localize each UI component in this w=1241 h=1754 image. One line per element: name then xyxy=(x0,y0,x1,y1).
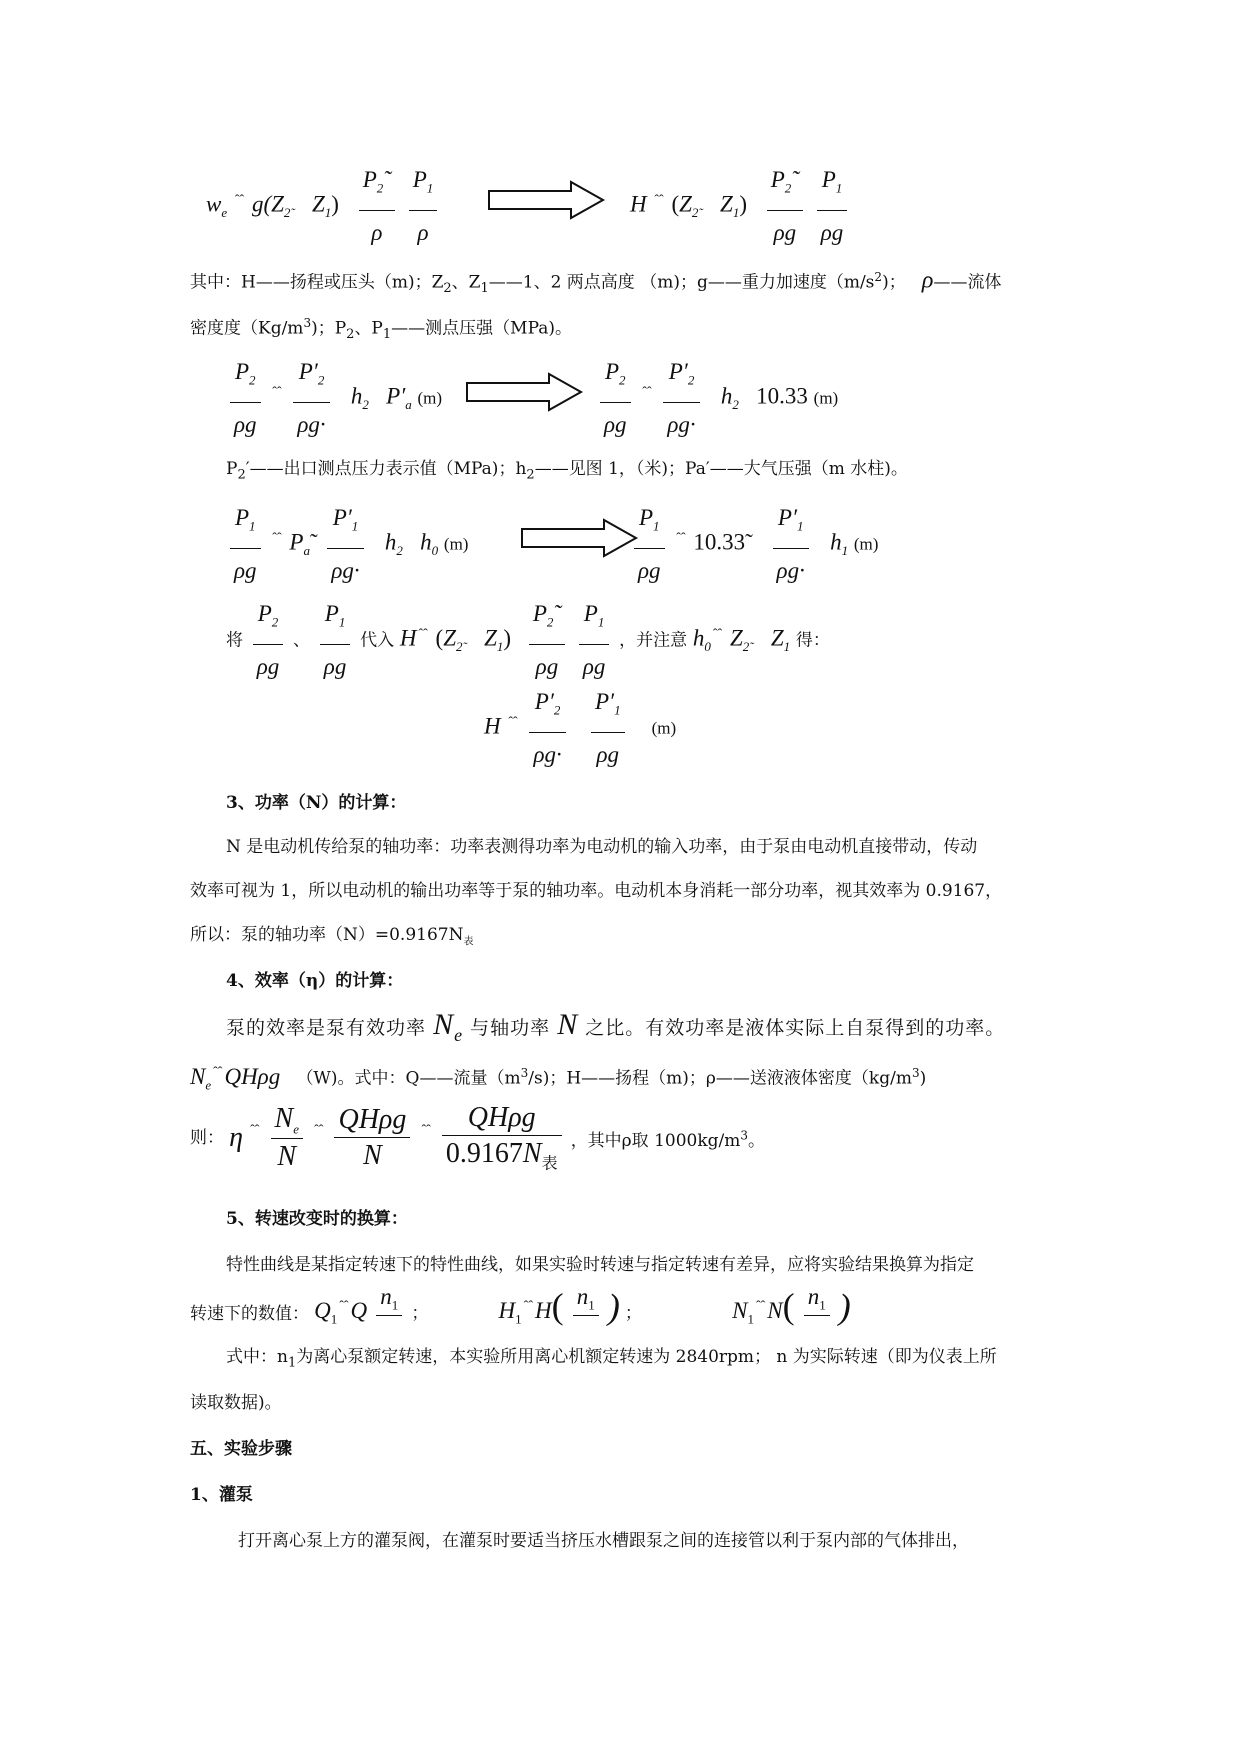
equation-head-definition: H $^{ˆˆ}$ ($Z_{2˜}$ $Z_1$) $\frac{P_2˜}{\rho g}$ $\frac{P_1}{\rho g}$ xyxy=(630,160,851,240)
equation-p2-pressure: $\frac{P_2}{\rho g}$ $^{ˆˆ}$ $\frac{P'_2}{\rho g\cdot}$ $h_2$ $P'_a$ (m) xyxy=(226,352,442,432)
equation-p1-pressure: $\frac{P_1}{\rho g}$ $^{ˆˆ}$ $P_a˜$ $\frac{P'_1}{\rho g\cdot}$ $h_2$ $h_0$ (m) xyxy=(226,498,468,578)
section-4-title: 4、效率（η）的计算： xyxy=(226,971,404,991)
section-4-paragraph-line-2: $N_e^{ˆˆ}QH\rho g$ （W)。式中：Q——流量$(m^3/s)$；H——扬程（m)；ρ——送液液体密度$(kg/m^3)$ xyxy=(190,1063,927,1093)
section-five-title: 五、实验步骤 xyxy=(190,1439,292,1459)
section-5-conversion-formulas: 转速下的数值： $Q_1^{ˆˆ}Q$ $n_1$ ； $H_1^{ˆˆ}H$( $n_1$ ) ； $N_1^{ˆˆ}N$( $n_1$ ) xyxy=(190,1284,851,1327)
equation-head-final: H $^{ˆˆ}$ $\frac{P'_2}{\rho g\cdot}$ $\frac{P'_1}{\rho g}$ (m) xyxy=(484,682,676,762)
section-4-paragraph-line-1: 泵的效率是泵有效功率 $N_e$ 与轴功率 N 之比。有效功率是液体实际上自泵得到的功率。 xyxy=(226,1008,1006,1045)
equation-efficiency: 则： η ˆˆ $\frac{N_e}{N}$ ˆˆ $\frac{\text{QHρg}}{N}$ ˆˆ $\frac{\text{QHρg}}{0.9167N_表}$ ，其中ρ取 $1000kg/m^3$。 xyxy=(190,1102,766,1173)
section-3-paragraph-line-1: N 是电动机传给泵的轴功率：功率表测得功率为电动机的输入功率，由于泵由电动机直接带动，传动 xyxy=(226,837,978,857)
text-density-pressure: 密度度$(Kg/m^3)$；$P_2$、$P_1——$测点压强（MPa)。 xyxy=(190,316,573,343)
equation-p1-result: $\frac{P_1}{\rho g}$ $^{ˆˆ}$ 10.33˜ $\frac{P'_1}{\rho g\cdot}$ $h_1$ (m) xyxy=(630,498,878,578)
section-five-paragraph: 打开离心泵上方的灌泵阀，在灌泵时要适当挤压水槽跟泵之间的连接管以利于泵内部的气体排出， xyxy=(238,1531,969,1551)
arrow-right-icon xyxy=(487,180,607,220)
equation-p2-result: $\frac{P_2}{\rho g}$ $^{ˆˆ}$ $\frac{P'_2}{\rho g\cdot}$ $h_2$ 10.33 (m) xyxy=(596,352,838,432)
section-5-title: 5、转速改变时的换算： xyxy=(226,1209,408,1229)
section-3-paragraph-line-2: 效率可视为 1，所以电动机的输出功率等于泵的轴功率。电动机本身消耗一部分功率，视其效率为 0.9167， xyxy=(190,881,1003,901)
arrow-right-icon xyxy=(520,518,640,558)
text-where-explanation: 其中：H——扬程或压头（m)；$Z_2$、$Z_1——1$、2 两点高度 （m)；g——重力加速度$(m/s^2)$； ρ——流体 xyxy=(190,267,1002,297)
section-5-paragraph-line-3: 式中：$n_1$为离心泵额定转速，本实验所用离心机额定转速为 2840rpm； n 为实际转速（即为仪表上所 xyxy=(226,1347,997,1371)
section-five-subtitle-1: 1、灌泵 xyxy=(190,1485,253,1505)
arrow-right-icon xyxy=(465,372,585,412)
section-5-paragraph-line-4: 读取数据)。 xyxy=(190,1393,282,1413)
section-3-paragraph-line-3: 所以：泵的轴功率$(N)=0.9167N_表$ xyxy=(190,925,474,948)
section-5-paragraph-line-1: 特性曲线是某指定转速下的特性曲线，如果实验时转速与指定转速有差异，应将实验结果换算为指定 xyxy=(226,1255,974,1275)
text-p2-gauge: $P_2'——$出口测点压力表示值（MPa)；$h_2——$见图 1，（米)；Pa′——大气压强（m 水柱)。 xyxy=(226,459,908,483)
equation-bernoulli-energy: $w_e$ $^{ˆˆ}$ $g(Z_{2˜}$ $Z_1$) $\frac{P_2˜}{\rho}$ $\frac{P_1}{\rho}$ xyxy=(206,160,441,240)
section-3-title: 3、功率（N）的计算： xyxy=(226,793,407,813)
equation-substitution: 将 $\frac{P_2}{\rho g}$ 、 $\frac{P_1}{\rho g}$ 代入 H $^{ˆˆ}$ ($Z_{2˜}$ $Z_1$) $\frac{P_2˜}{\rho g}$ $\frac{P_1}{\rho g}$ ，并注意 $h_0^{ˆˆ}$ $Z_{2˜}$ $Z_1$ 得： xyxy=(226,594,830,674)
